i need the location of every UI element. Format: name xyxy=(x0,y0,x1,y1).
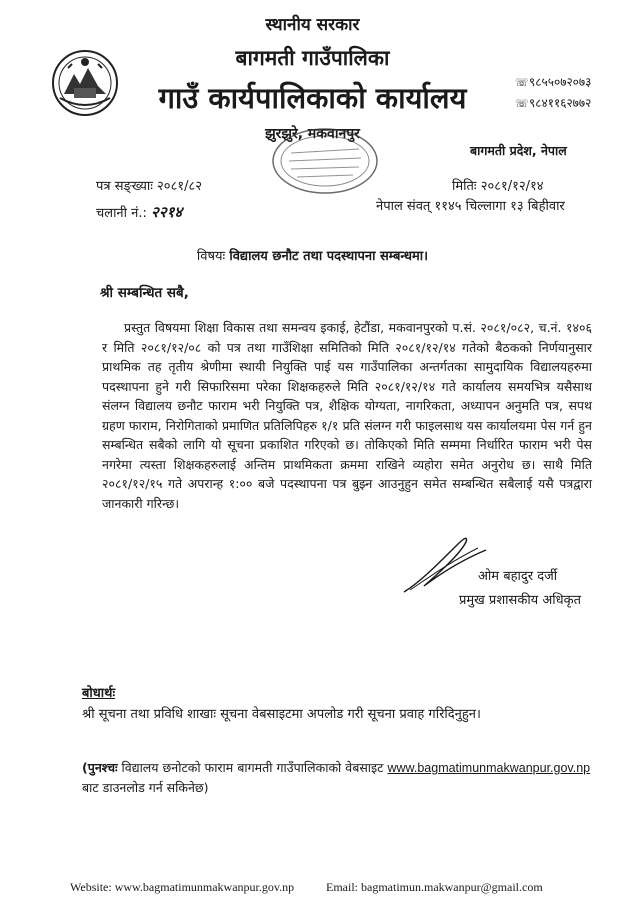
salutation: श्री सम्बन्धित सबै, xyxy=(100,285,189,301)
phone-row xyxy=(515,72,591,93)
letter-number xyxy=(96,176,202,194)
phone-number: ९८५५०७२०७३ xyxy=(529,75,592,89)
province-country: बागमती प्रदेश, नेपाल xyxy=(470,143,567,158)
cc-text: श्री सूचना तथा प्रविधि शाखाः सूचना वेबसाइटमा अपलोड गरी सूचना प्रवाह गरिदिनुहुन। xyxy=(82,707,481,722)
postscript-note xyxy=(82,758,602,797)
postscript-label: (पुनश्चः xyxy=(82,760,118,775)
phone-list xyxy=(515,72,591,114)
subject-label: विषयः xyxy=(196,249,226,264)
letter-body: प्रस्तुत विषयमा शिक्षा विकास तथा समन्वय इकाई, हेटौंडा, मकवानपुरको प.सं. २०८१/०८२, च.नं. १४०६ र मिति २०८१/१२/०८ को पत्र तथा गाउँशिक्षा समितिको मिति २०८१/१२/१४ गतेको बैठकको निर्णयानुसार प्राथमिक तह तृतीय श्रेणीमा स्थायी नियुक्ति पाई यस गाउँपालिका अन्तर्गतका सामुदायिक विद्यालयहरुमा पदस्थापना हुने गरी सिफारिसमा परेका शिक्षकहरुले मिति २०८१/१२/१४ गते कार्यालय समयभित्र यसैसाथ संलग्न विद्यालय छनौट फाराम भरी नियुक्ति पत्र, शैक्षिक योग्यता, नागरिकता, अध्यापन अनुमति पत्र, सपथ ग्रहण फाराम, निरोगिताको प्रमाणित प्रतिलिपिहरु १/१ प्रति संलग्न गरी फाइलसाथ यस कार्यालयमा पेस गर्न हुन सम्बन्धित सबैको लागि यो सूचना प्रकाशित गरिएको छ। तोकिएको मिति सम्ममा निर्धारित फाराम भरी पेस नगरेमा त्यस्ता शिक्षकहरुलाई अन्तिम प्राथमिकता क्रममा राखिने व्यहोरा समेत अनुरोध छ। साथै मिति २०८१/१२/१५ गते अपरान्ह १:०० बजे पदस्थापना पत्र बुझ्न आउनुहुन समेत सम्बन्धित सबैलाई यसै पत्रद्वारा जानकारी गरिन्छ। xyxy=(102,320,592,511)
postscript-url-link[interactable]: www.bagmatimunmakwanpur.gov.np xyxy=(387,761,591,775)
nepal-samvat-date: नेपाल संवत् ११४५ चिल्लागा १३ बिहीवार xyxy=(376,199,565,214)
phone-icon: ☏ xyxy=(515,97,529,110)
letter-date xyxy=(452,176,544,194)
footer-email[interactable]: Email: bagmatimun.makwanpur@gmail.com xyxy=(326,880,543,894)
dispatch-number xyxy=(96,202,182,222)
date-value: २०८१/१२/१४ xyxy=(480,179,544,194)
subject-line xyxy=(0,246,625,264)
footer-website[interactable]: Website: www.bagmatimunmakwanpur.gov.np xyxy=(70,880,295,894)
dispatch-number-label: चलानी नं.: xyxy=(96,206,147,221)
postscript-text: विद्यालय छनोटको फाराम बागमती गाउँपालिकाको वेबसाइट xyxy=(117,760,388,775)
cc-label: बोधार्थः xyxy=(82,686,116,701)
phone-row xyxy=(515,93,591,114)
header-address: झुरझुरे, मकवानपुर xyxy=(265,126,360,142)
subject-value: विद्यालय छनौट तथा पदस्थापना सम्बन्धमा। xyxy=(229,249,429,264)
date-label: मितिः xyxy=(452,179,477,194)
header-municipality-name: बागमती गाउँपालिका xyxy=(235,46,390,70)
signatory-title: प्रमुख प्रशासकीय अधिकृत xyxy=(459,593,582,608)
phone-icon: ☏ xyxy=(515,76,529,89)
signatory-name: ओम बहादुर दर्जी xyxy=(478,569,558,584)
letter-number-label: पत्र सङ्ख्याः xyxy=(96,179,153,194)
postscript-tail: बाट डाउनलोड गर्न सकिनेछ) xyxy=(82,780,209,795)
office-seal-stamp xyxy=(265,125,385,197)
dispatch-number-value: २२१४ xyxy=(151,203,183,221)
phone-number: ९८४११६२७७२ xyxy=(529,96,592,110)
header-local-government: स्थानीय सरकार xyxy=(265,15,360,35)
header-office-name: गाउँ कार्यपालिकाको कार्यालय xyxy=(158,81,467,115)
letter-number-value: २०८१/८२ xyxy=(157,179,202,194)
